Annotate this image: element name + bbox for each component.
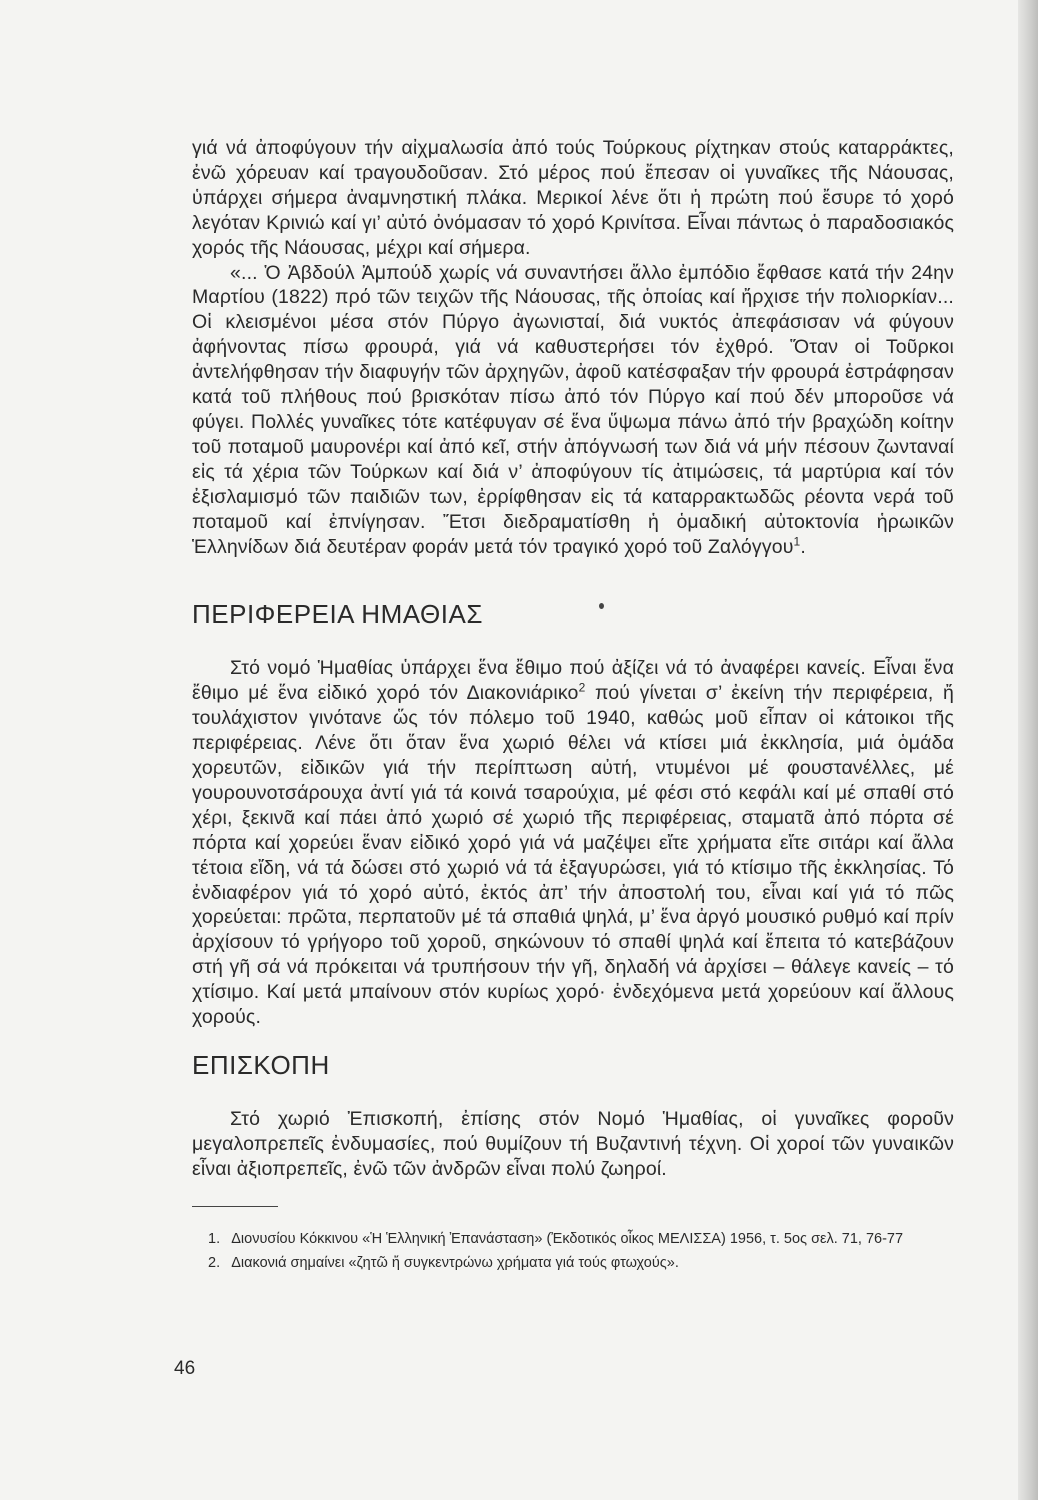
quotation-text: «... Ὁ Ἀβδούλ Ἀμπούδ χωρίς νά συναντήσει ἄλλο ἐμπόδιο ἔφθασε κατά τήν 24ην Μαρτίου (1822) πρό τῶν τειχῶν τῆς Νάουσας, τῆς ὁποίας καί ἤρχισε τήν πολιορκίαν... Οἱ κλεισμένοι μέσα στόν Πύργο ἀγωνισταί, διά νυκτός ἀπεφάσισαν νά φύγουν ἀφήνοντας πίσω φρουρά, γιά νά καθυστερήσει τόν ἐχθρό. Ὅταν οἱ Τοῦρκοι ἀντελήφθησαν τήν διαφυγήν τῶν ἀρχηγῶν, ἀφοῦ κατέσφαξαν τήν φρουρά ἐστράφησαν κατά τοῦ πλήθους πού βρισκόταν πίσω ἀπό τόν Πύργο καί πού δέν μποροῦσε νά φύγει. Πολλές γυναῖκες τότε κατέφυγαν σέ ἕνα ὕψωμα πάνω ἀπό τήν βραχώδη κοίτην τοῦ ποταμοῦ μαυρονέρι καί ἀπό κεῖ, στήν ἀπόγνωσή των διά νά μήν πέσουν ζωνταναί εἰς τά χέρια τῶν Τούρκων καί διά ν’ ἀποφύγουν τίς ἀτιμώσεις, τά μαρτύρια καί τόν ἐξισλαμισμό τῶν παιδιῶν των, ἐρρίφθησαν εἰς τά καταρρακτωδῶς ρέοντα νερά τοῦ ποταμοῦ καί ἐπνίγησαν. Ἔτσι διεδραματίσθη ἡ ὁμαδική αὐτοκτονία ἡρωικῶν Ἑλληνίδων διά δευτέραν φοράν μετά τόν τραγικό χορό τοῦ Ζαλόγγου <box>192 261 954 558</box>
paragraph-episkopi: Στό χωριό Ἐπισκοπή, ἐπίσης στόν Νομό Ἡμαθίας, οἱ γυναῖκες φοροῦν μεγαλοπρεπεῖς ἐνδυμασίες, πού θυμίζουν τή Βυζαντινή τέχνη. Οἱ χοροί τῶν γυναικῶν εἶναι ἀξιοπρεπεῖς, ἐνῶ τῶν ἀνδρῶν εἶναι πολύ ζωηροί. <box>192 1108 954 1180</box>
footnotes <box>192 1229 954 1273</box>
quotation-end: . <box>800 535 806 558</box>
page-body <box>192 136 954 1273</box>
footnote-number: 1. <box>208 1230 221 1247</box>
footnote-ref-2[interactable]: 2 <box>578 680 586 695</box>
footnote-text: Διονυσίου Κόκκινου «Ἡ Ἑλληνική Ἐπανάσταση» (Ἐκδοτικός οἶκος ΜΕΛΙΣΣΑ) 1956, τ. 5ος σελ. 71, 76-77 <box>231 1230 904 1247</box>
footnote-ref-1[interactable]: 1 <box>793 534 801 548</box>
paragraph-naousa-intro: γιά νά ἀποφύγουν τήν αἰχμαλωσία ἀπό τούς Τούρκους ρίχτηκαν στούς καταρράκτες, ἐνῶ χόρευαν καί τραγουδοῦσαν. Στό μέρος πού ἔπεσαν οἱ γυναῖκες τῆς Νάουσας, ὑπάρχει σήμερα ἀναμνηστική πλάκα. Μερικοί λένε ὅτι ἡ πρώτη πού ἔσυρε τό χορό λεγόταν Κρινιώ καί γι’ αὐτό ὀνόμασαν τό χορό Κρινίτσα. Εἶναι πάντως ὁ παραδοσιακός χορός τῆς Νάουσας, μέχρι καί σήμερα. <box>192 137 954 259</box>
imathia-text-a: Στό νομό Ἡμαθίας ὑπάρχει ἕνα ἔθιμο πού ἀξίζει νά τό ἀναφέρει κανείς. Εἶναι ἕνα ἔθιμο μέ ἕνα εἰδικό χορό τόν Διακονιάρικο <box>192 657 954 705</box>
footnote-2 <box>208 1253 954 1273</box>
section-heading-episkopi: ΕΠΙΣΚΟΠΗ <box>192 1050 330 1080</box>
page-number: 46 <box>174 1358 196 1379</box>
page-edge-shadow <box>1018 0 1038 1500</box>
section-heading-imathia: ΠΕΡΙΦΕΡΕΙΑ ΗΜΑΘΙΑΣ <box>192 599 483 630</box>
footnote-text: Διακονιά σημαίνει «ζητῶ ἤ συγκεντρώνω χρήματα γιά τούς φτωχούς». <box>231 1254 679 1271</box>
paragraph-imathia <box>192 656 954 1030</box>
imathia-text-b: πού γίνεται σ’ ἐκείνη τήν περιφέρεια, ἤ τουλάχιστον γινότανε ὥς τόν πόλεμο τοῦ 1940, καθώς μοῦ εἶπαν οἱ κάτοικοι τῆς περιφέρειας. Λένε ὅτι ὅταν ἕνα χωριό θέλει νά κτίσει μιά ἐκκλησία, μιά ὁμάδα χορευτῶν, εἰδικῶν γιά τήν περίπτωση αὐτή, ντυμένοι μέ φουστανέλλες, μέ γουρουνοτσάρουχα ἀντί γιά τά κοινά τσαρούχια, μέ φέσι στό κεφάλι καί μέ σπαθί στό χέρι, ξεκινᾶ καί πάει ἀπό χωριό σέ χωριό τῆς περιφέρειας, σταματᾶ ἀπό πόρτα σέ πόρτα καί χορεύει ἕναν εἰδικό χορό γιά νά μαζέψει εἴτε χρήματα εἴτε σιτάρι καί ἄλλα τέτοια εἴδη, νά τά δώσει στό χωριό νά τά ἐξαγυρώσει, γιά τό κτίσιμο τῆς ἐκκλησίας. Τό ἐνδιαφέρον γιά τό χορό αὐτό, ἐκτός ἀπ’ τήν ἀποστολή του, εἶναι καί γιά τό πῶς χορεύεται: πρῶτα, περπατοῦν μέ τά σπαθιά ψηλά, μ’ ἕνα ἀργό μουσικό ρυθμό καί πρίν ἀρχίσουν τό γρήγορο τοῦ χοροῦ, σηκώνουν τό σπαθί ψηλά καί ἔπειτα τό κατεβάζουν στή γῆ σά νά πρόκειται νά τρυπήσουν τήν γῆ, δηλαδή νά ἀρχίσει – θάλεγε κανείς – τό χτίσιμο. Καί μετά μπαίνουν στόν κυρίως χορό· ἐνδεχόμενα μετά χορεύουν καί ἄλλους χορούς. <box>192 682 954 1029</box>
footnote-rule <box>192 1206 278 1207</box>
paragraph-quotation <box>192 261 954 560</box>
footnote-1 <box>208 1229 954 1249</box>
footnote-number: 2. <box>208 1254 221 1271</box>
